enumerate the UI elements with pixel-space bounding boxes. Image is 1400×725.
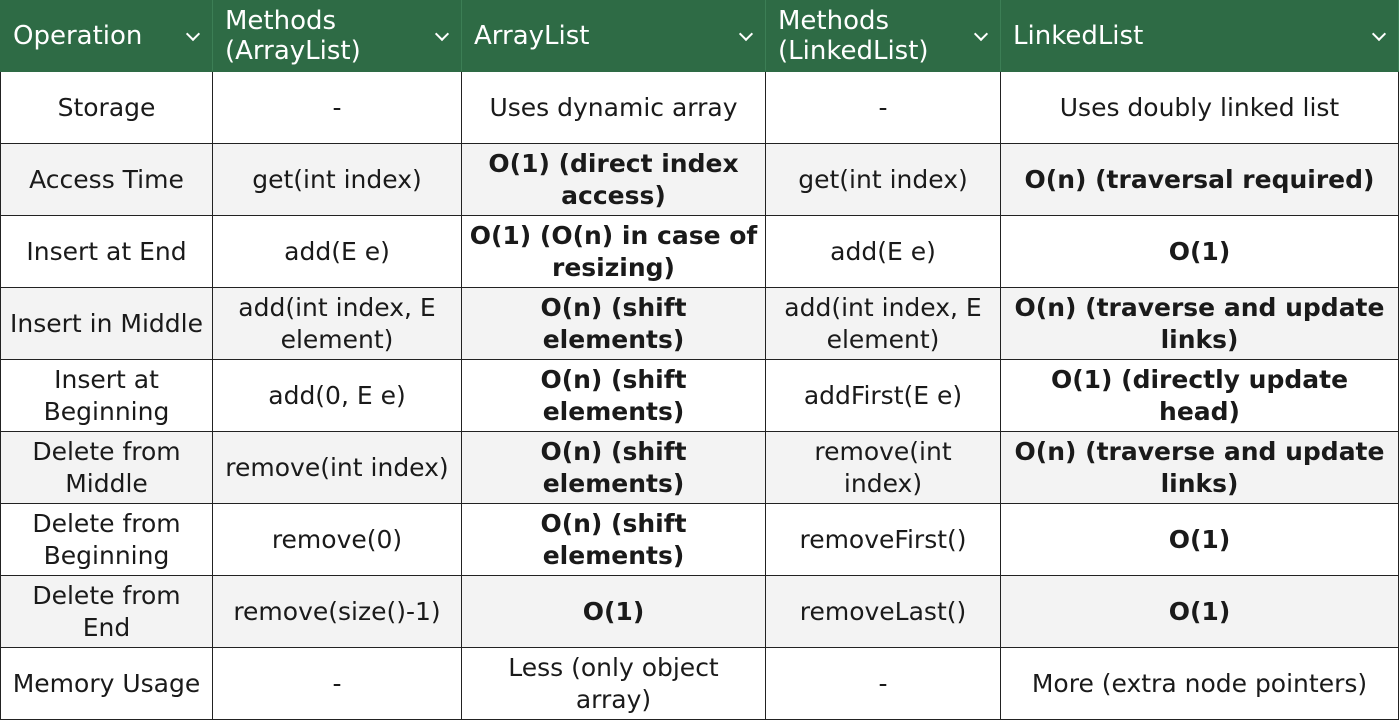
table-row: [1, 144, 1399, 216]
cell-operation: Delete from Middle: [1, 432, 213, 504]
cell-arraylist-complexity: O(1) (O(n) in case of resizing): [462, 216, 766, 288]
column-header-label: ArrayList: [474, 21, 590, 51]
column-header-methods-linkedlist[interactable]: [766, 1, 1001, 72]
column-header-label: Methods (LinkedList): [778, 6, 929, 66]
column-header-linkedlist[interactable]: [1001, 1, 1399, 72]
cell-arraylist-complexity: O(n) (shift elements): [462, 288, 766, 360]
cell-linkedlist-complexity: More (extra node pointers): [1001, 648, 1399, 720]
cell-linkedlist-method: add(E e): [766, 216, 1001, 288]
cell-linkedlist-complexity: O(n) (traverse and update links): [1001, 432, 1399, 504]
table-row: [1, 576, 1399, 648]
header-row: [1, 1, 1399, 72]
cell-arraylist-method: get(int index): [213, 144, 462, 216]
cell-arraylist-method: remove(int index): [213, 432, 462, 504]
cell-linkedlist-complexity: O(n) (traverse and update links): [1001, 288, 1399, 360]
cell-linkedlist-complexity: O(1) (directly update head): [1001, 360, 1399, 432]
cell-operation: Insert at End: [1, 216, 213, 288]
chevron-down-icon[interactable]: [974, 27, 988, 41]
table-row: [1, 648, 1399, 720]
cell-arraylist-method: -: [213, 72, 462, 144]
cell-arraylist-complexity: O(n) (shift elements): [462, 504, 766, 576]
cell-linkedlist-method: remove(int index): [766, 432, 1001, 504]
column-header-label: LinkedList: [1013, 21, 1144, 51]
cell-arraylist-complexity: O(1): [462, 576, 766, 648]
cell-arraylist-complexity: Uses dynamic array: [462, 72, 766, 144]
cell-operation: Memory Usage: [1, 648, 213, 720]
column-header-label: Operation: [13, 21, 143, 51]
cell-arraylist-method: -: [213, 648, 462, 720]
chevron-down-icon[interactable]: [739, 27, 753, 41]
cell-operation: Storage: [1, 72, 213, 144]
cell-linkedlist-method: addFirst(E e): [766, 360, 1001, 432]
cell-linkedlist-complexity: Uses doubly linked list: [1001, 72, 1399, 144]
column-header-methods-arraylist[interactable]: [213, 1, 462, 72]
cell-linkedlist-method: get(int index): [766, 144, 1001, 216]
cell-arraylist-complexity: O(n) (shift elements): [462, 360, 766, 432]
chevron-down-icon[interactable]: [1372, 27, 1386, 41]
cell-arraylist-complexity: O(n) (shift elements): [462, 432, 766, 504]
column-header-label: Methods (ArrayList): [225, 6, 361, 66]
table-row: [1, 72, 1399, 144]
table-row: [1, 360, 1399, 432]
chevron-down-icon[interactable]: [435, 27, 449, 41]
column-header-arraylist[interactable]: [462, 1, 766, 72]
cell-arraylist-method: remove(size()-1): [213, 576, 462, 648]
cell-arraylist-complexity: O(1) (direct index access): [462, 144, 766, 216]
cell-operation: Delete from Beginning: [1, 504, 213, 576]
cell-arraylist-method: add(int index, E element): [213, 288, 462, 360]
cell-linkedlist-method: -: [766, 72, 1001, 144]
chevron-down-icon[interactable]: [186, 27, 200, 41]
cell-linkedlist-method: add(int index, E element): [766, 288, 1001, 360]
cell-linkedlist-method: -: [766, 648, 1001, 720]
cell-linkedlist-complexity: O(1): [1001, 216, 1399, 288]
table-row: [1, 288, 1399, 360]
cell-linkedlist-method: removeFirst(): [766, 504, 1001, 576]
cell-operation: Insert at Beginning: [1, 360, 213, 432]
cell-operation: Insert in Middle: [1, 288, 213, 360]
cell-linkedlist-method: removeLast(): [766, 576, 1001, 648]
table-row: [1, 216, 1399, 288]
cell-arraylist-method: add(E e): [213, 216, 462, 288]
table-row: [1, 432, 1399, 504]
cell-linkedlist-complexity: O(n) (traversal required): [1001, 144, 1399, 216]
column-header-operation[interactable]: [1, 1, 213, 72]
cell-operation: Access Time: [1, 144, 213, 216]
cell-arraylist-method: add(0, E e): [213, 360, 462, 432]
table-row: [1, 504, 1399, 576]
cell-operation: Delete from End: [1, 576, 213, 648]
cell-arraylist-complexity: Less (only object array): [462, 648, 766, 720]
cell-linkedlist-complexity: O(1): [1001, 576, 1399, 648]
cell-linkedlist-complexity: O(1): [1001, 504, 1399, 576]
cell-arraylist-method: remove(0): [213, 504, 462, 576]
